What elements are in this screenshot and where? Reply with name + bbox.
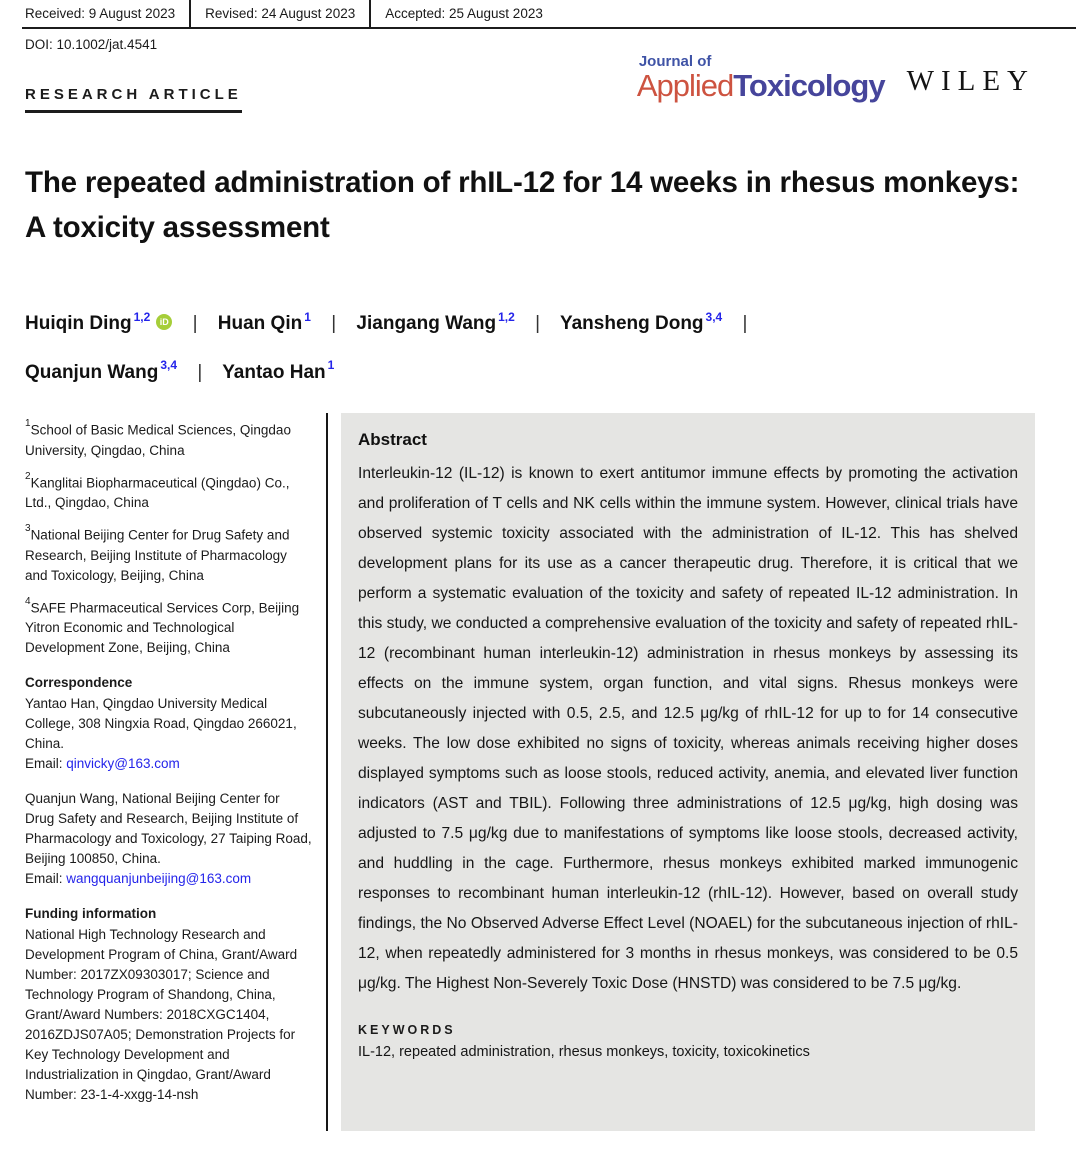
author [25,358,178,383]
affiliation-sup: 4 [25,595,31,607]
author-separator: | [742,313,748,335]
affiliation-text: Kanglitai Biopharmaceutical (Qingdao) Co., Ltd., Qingdao, China [25,475,290,510]
affiliation-sup: 1 [25,418,31,429]
revised-date: Revised: 24 August 2023 [191,0,371,27]
author-list [25,297,1035,394]
author-affiliation-sup: 1,2 [133,310,151,324]
journal-of-label: Journal of [638,53,712,70]
author-name: Yantao Han [222,361,326,383]
email-link[interactable]: qinvicky@163.com [66,756,180,771]
journal-brand [637,54,1035,101]
affiliation-1 [25,417,312,461]
journal-name-applied: Applied [636,68,734,103]
email-link[interactable]: wangquanjunbeijing@163.com [66,871,252,886]
affiliation-sup: 2 [25,470,31,482]
author-affiliation-sup: 1,2 [498,310,515,324]
email-line [25,869,312,889]
author [217,310,311,335]
page-title: The repeated administration of rhIL-12 for 14 weeks in rhesus monkeys: A toxicity assessment [25,166,1020,244]
abstract-panel [341,413,1035,1131]
email-label: Email: [25,756,67,771]
abstract-body: Interleukin-12 (IL-12) is known to exert antitumor immune effects by promoting the activation and proliferation of T cells and NK cells within the immune system. However, clinical trials have observed systemic toxicity associated with the administration of IL-12. This has shelved development plans for its use as a cancer therapeutic drug. Therefore, it is critical that we perform a systematic evaluation of the toxicity and safety of repeated IL-12 administration. In this study, we conducted a comprehensive evaluation of the toxicity and safety of repeated rhIL-12 (recombinant human interleukin-12) administration in rhesus monkeys by assessing its effects on the immune system, organ function, and vital signs. Rhesus monkeys were subcutaneously injected with 0.5, 2.5, and 12.5 μg/kg of rhIL-12 for up to for 14 consecutive weeks. The low dose exhibited no signs of toxicity, whereas animals receiving higher doses displayed symptoms such as loose stools, reduced activity, anemia, and elevated liver function indicators (AST and TBIL). Following three administrations of 12.5 μg/kg, high dosing was adjusted to 7.5 μg/kg due to manifestations of symptoms like loose stools, decreased activity, and huddling in the cage. Furthermore, rhesus monkeys exhibited marked immunogenic responses to recombinant human interleukin-12 (rhIL-12). However, based on overall study findings, the No Observed Adverse Effect Level (NOAEL) for the subcutaneous injection of rhIL-12, when repeatedly administered for 3 months in rhesus monkeys, was considered to be 0.5 μg/kg. The Highest Non-Severely Toxic Dose (HNSTD) was considered to be 7.5 μg/kg. [358,465,1018,992]
author-separator: | [197,361,203,383]
affiliation-text: SAFE Pharmaceutical Services Corp, Beijing Yitron Economic and Technological Development Zone, Beijing, China [25,600,300,655]
wiley-logo: WILEY [906,65,1035,97]
keywords-heading: KEYWORDS [358,1023,456,1037]
affiliation-text: National Beijing Center for Drug Safety and Research, Beijing Institute of Pharmacology and Toxicology, Beijing, China [25,527,290,583]
orcid-id-icon[interactable]: iD [156,314,172,330]
left-sidebar [25,413,312,1131]
author [25,310,172,335]
affiliation-sup: 3 [25,523,31,534]
doi: DOI: 10.1002/jat.4541 [25,37,158,52]
author-separator: | [331,313,337,335]
correspondence-entry-1 [25,694,312,774]
abstract-heading: Abstract [358,430,427,449]
dates-bar [22,0,1076,29]
author-name: Quanjun Wang [25,361,159,383]
correspondence-entry-2 [25,789,312,889]
author-affiliation-sup: 3,4 [705,310,723,324]
author-name: Huiqin Ding [25,313,132,335]
author-name: Huan Qin [217,313,303,335]
affiliation-3 [25,522,312,586]
author-name: Jiangang Wang [356,313,497,335]
author-affiliation-sup: 1 [327,358,335,373]
author [356,310,515,335]
content-columns [25,413,1035,1131]
correspondence-heading: Correspondence [25,675,133,690]
email-line [25,754,312,774]
received-date: Received: 9 August 2023 [22,0,191,27]
funding-text: National High Technology Research and Development Program of China, Grant/Award Number: 2017ZX09303017; Science and Technology Program of Shandong, China, Grant/Award Numbers: 2018CXGC1404, 2016ZDJS07A05; Demonstration Projects for Key Technology Development and Industrialization in Qingdao, Grant/Award Number: 23-1-4-xxgg-14-nsh [25,927,298,1102]
author-affiliation-sup: 3,4 [160,358,178,373]
author [559,310,723,335]
article-type-label: RESEARCH ARTICLE [25,86,242,113]
author-separator: | [535,313,541,335]
affiliation-text: School of Basic Medical Sciences, Qingdao University, Qingdao, China [25,422,291,458]
author [222,358,335,383]
journal-name [637,70,885,101]
journal-logo [637,54,885,101]
affiliation-4 [25,595,312,659]
keywords-text: IL-12, repeated administration, rhesus monkeys, toxicity, toxicokinetics [358,1044,810,1060]
author-affiliation-sup: 1 [304,310,311,324]
author-separator: | [192,313,198,335]
correspondence-text: Yantao Han, Qingdao University Medical College, 308 Ningxia Road, Qingdao 266021, China. [25,696,297,751]
correspondence-text: Quanjun Wang, National Beijing Center for Drug Safety and Research, Beijing Institute of Pharmacology and Toxicology, 27 Taiping Road, Beijing 100850, China. [25,791,312,866]
journal-name-toxicology: Toxicology [733,68,885,103]
email-label: Email: [25,871,67,886]
author-name: Yansheng Dong [559,313,704,335]
affiliation-2 [25,470,312,514]
funding-heading: Funding information [25,906,157,921]
accepted-date: Accepted: 25 August 2023 [385,6,543,21]
column-divider [326,413,328,1131]
